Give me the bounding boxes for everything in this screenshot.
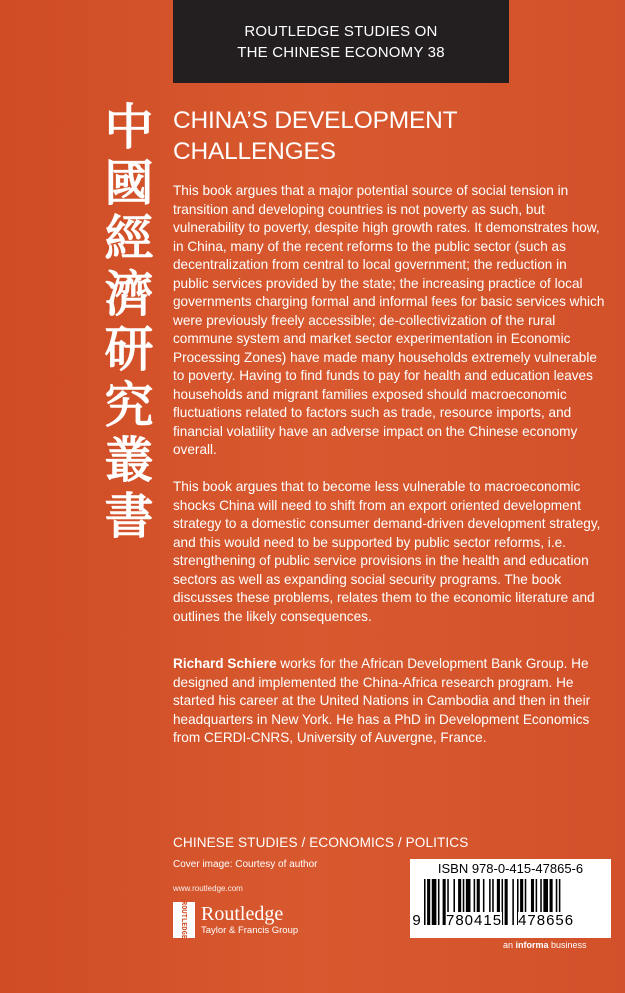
barcode-digit-group-2: 478656: [518, 912, 575, 929]
subject-categories: CHINESE STUDIES / ECONOMICS / POLITICS: [173, 835, 469, 850]
informa-tagline: [503, 940, 587, 950]
publisher-website: www.routledge.com: [173, 884, 243, 893]
vertical-char: 研: [104, 320, 154, 378]
vertical-char: 叢: [104, 431, 154, 489]
publisher-group: Taylor & Francis Group: [201, 924, 299, 936]
vertical-char: 經: [104, 209, 154, 267]
logo-mark-text: ROUTLEDGE: [180, 901, 188, 939]
series-line-1: ROUTLEDGE STUDIES ON: [244, 22, 438, 40]
informa-prefix: an: [503, 940, 516, 950]
routledge-logo-icon: [173, 902, 195, 938]
cover-credit: Cover image: Courtesy of author: [173, 859, 318, 870]
vertical-char: 究: [104, 375, 154, 434]
barcode-digits: [410, 912, 611, 929]
vertical-char: 濟: [104, 264, 154, 323]
informa-suffix: business: [548, 940, 587, 950]
chinese-vertical-title: [100, 100, 158, 544]
series-banner: [173, 0, 509, 83]
vertical-char: 中: [104, 98, 154, 156]
author-bio: [173, 655, 605, 748]
publisher-name: Routledge: [201, 902, 284, 925]
vertical-char: 書: [104, 486, 154, 545]
blurb-paragraph-1: This book argues that a major potential source of social tension in transition and developing countries is not poverty as such, but vulnerability to poverty, despite high growth rates. It demonstrates how, in China, many of the recent reforms to the public sector (such as decentralization from central to local government; the reduction in public services provided by the state; the increasing practice of local governments charging formal and informal fees for basic services which were previously freely accessible; de-collectivization of the rural commune system and market sector experimentation in Economic Processing Zones) have made many households extremely vulnerable to poverty. Having to find funds to pay for health and education leaves households and migrant families exposed should macroeconomic fluctuations related to factors such as trade, resource imports, and financial volatility have an adverse impact on the Chinese economy overall.: [173, 183, 605, 457]
series-line-2: THE CHINESE ECONOMY 38: [237, 43, 445, 61]
informa-brand: informa: [515, 940, 549, 950]
barcode-digit-first: 9: [410, 912, 424, 929]
isbn-number: ISBN 978-0-415-47865-6: [437, 861, 584, 876]
author-bio-text: works for the African Development Bank Group. He designed and implemented the China-Africa research program. He started his career at the United Nations in Cambodia and then in their headquarters in New York. He has a PhD in Development Economics from CERDI-CNRS, University of Auvergne, France.: [173, 656, 591, 745]
barcode-digit-group-1: 780415: [446, 912, 503, 929]
author-name: Richard Schiere: [173, 656, 277, 671]
publisher-text: [201, 904, 298, 937]
title-line-1: CHINA’S DEVELOPMENT: [173, 107, 458, 134]
blurb-paragraph-2: This book argues that to become less vulnerable to macroeconomic shocks China will need to shift from an export oriented development strategy to a domestic consumer demand-driven development strategy, and this would need to be supported by public sector reforms, i.e. strengthening of public service provisions in the health and education sectors as well as expanding social security programs. The book discusses these problems, relates them to the economic literature and outlines the likely consequences.: [173, 479, 601, 624]
title-line-2: CHALLENGES: [173, 138, 336, 165]
publisher-logo: [173, 902, 298, 938]
vertical-char: 國: [104, 153, 154, 212]
isbn-barcode: [410, 859, 611, 938]
book-title: [173, 105, 593, 167]
